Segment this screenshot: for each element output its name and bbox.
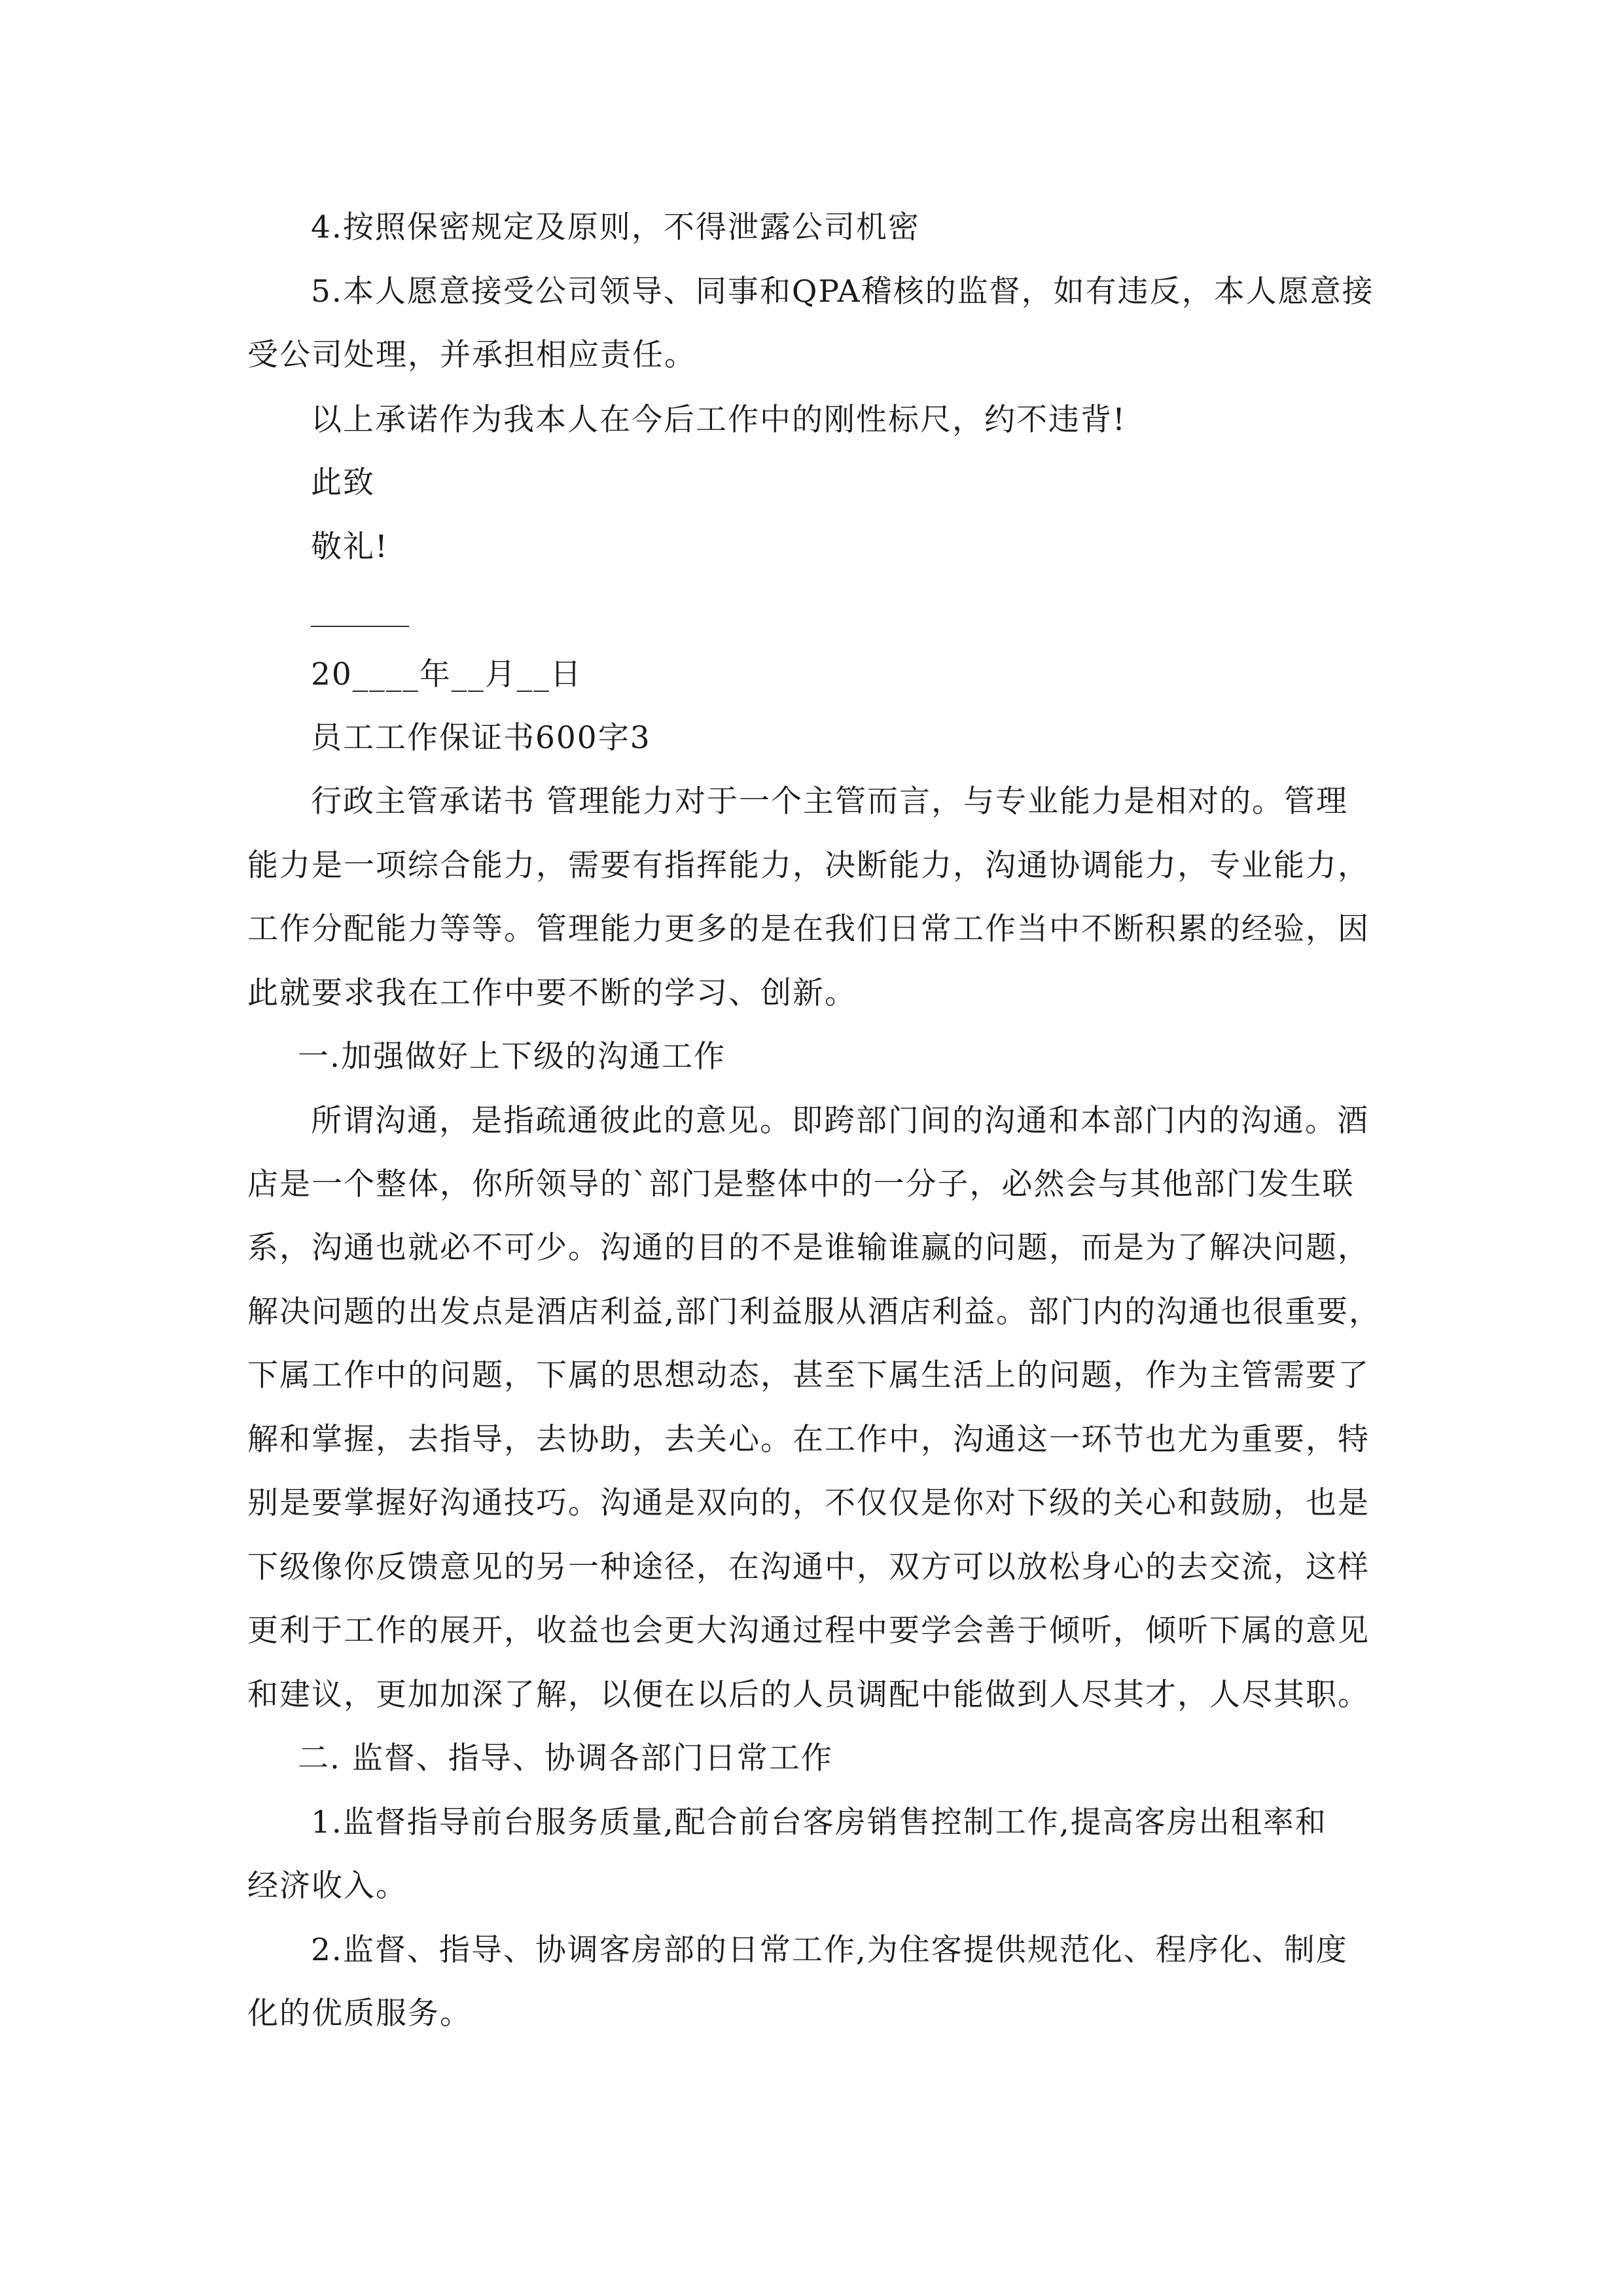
clause-5-line-2: 受公司处理，并承担相应责任。 [247, 337, 696, 373]
date-line: 20____年__月__日 [311, 656, 582, 692]
paragraph-line: 别是要掌握好沟通技巧。沟通是双向的，不仅仅是你对下级的关心和鼓励，也是 [247, 1485, 1370, 1521]
paragraph-line: 更利于工作的展开，收益也会更大沟通过程中要学会善于倾听，倾听下属的意见 [247, 1613, 1370, 1649]
paragraph-line: 和建议，更加加深了解，以便在以后的人员调配中能做到人尽其才，人尽其职。 [247, 1677, 1370, 1713]
paragraph-line: 行政主管承诺书 管理能力对于一个主管而言，与专业能力是相对的。管理 [311, 783, 1348, 819]
paragraph-line: 下属工作中的问题，下属的思想动态，甚至下属生活上的问题，作为主管需要了 [247, 1357, 1370, 1393]
clause-5-line-1: 5.本人愿意接受公司领导、同事和QPA稽核的监督，如有违反，本人愿意接 [311, 274, 1374, 310]
item-1-line-2: 经济收入。 [247, 1868, 408, 1904]
heading-one: 一.加强做好上下级的沟通工作 [298, 1039, 726, 1075]
paragraph-line: 解决问题的出发点是酒店利益,部门利益服从酒店利益。部门内的沟通也很重要， [247, 1294, 1381, 1330]
paragraph-line: 此就要求我在工作中要不断的学习、创新。 [247, 975, 857, 1011]
heading-two: 二. 监督、指导、协调各部门日常工作 [298, 1740, 833, 1776]
paragraph-line: 所谓沟通，是指疏通彼此的意见。即跨部门间的沟通和本部门内的沟通。酒 [311, 1103, 1369, 1139]
item-2-line-1: 2.监督、指导、协调客房部的日常工作,为住客提供规范化、程序化、制度 [311, 1932, 1348, 1968]
paragraph-line: 系，沟通也就必不可少。沟通的目的不是谁输谁赢的问题，而是为了解决问题， [247, 1230, 1370, 1266]
paragraph-line: 解和掌握，去指导，去协助，去关心。在工作中，沟通这一环节也尤为重要，特 [247, 1422, 1370, 1458]
item-1-line-1: 1.监督指导前台服务质量,配合前台客房销售控制工作,提高客房出租率和 [311, 1804, 1327, 1840]
salutation-cizhi: 此致 [311, 465, 375, 501]
paragraph-line: 店是一个整体，你所领导的`部门是整体中的一分子，必然会与其他部门发生联 [247, 1166, 1355, 1202]
salutation-jingli: 敬礼! [311, 529, 389, 565]
clause-4: 4.按照保密规定及原则，不得泄露公司机密 [311, 209, 920, 245]
signature-line [311, 626, 409, 627]
paragraph-line: 下级像你反馈意见的另一种途径，在沟通中，双方可以放松身心的去交流，这样 [247, 1549, 1370, 1585]
paragraph-line: 能力是一项综合能力，需要有指挥能力，决断能力，沟通协调能力，专业能力， [247, 848, 1370, 884]
paragraph-line: 工作分配能力等等。管理能力更多的是在我们日常工作当中不断积累的经验，因 [247, 911, 1370, 947]
section-title: 员工工作保证书600字3 [311, 720, 651, 756]
item-2-line-2: 化的优质服务。 [247, 1996, 472, 2032]
closing-statement: 以上承诺作为我本人在今后工作中的刚性标尺，约不违背! [311, 402, 1126, 438]
